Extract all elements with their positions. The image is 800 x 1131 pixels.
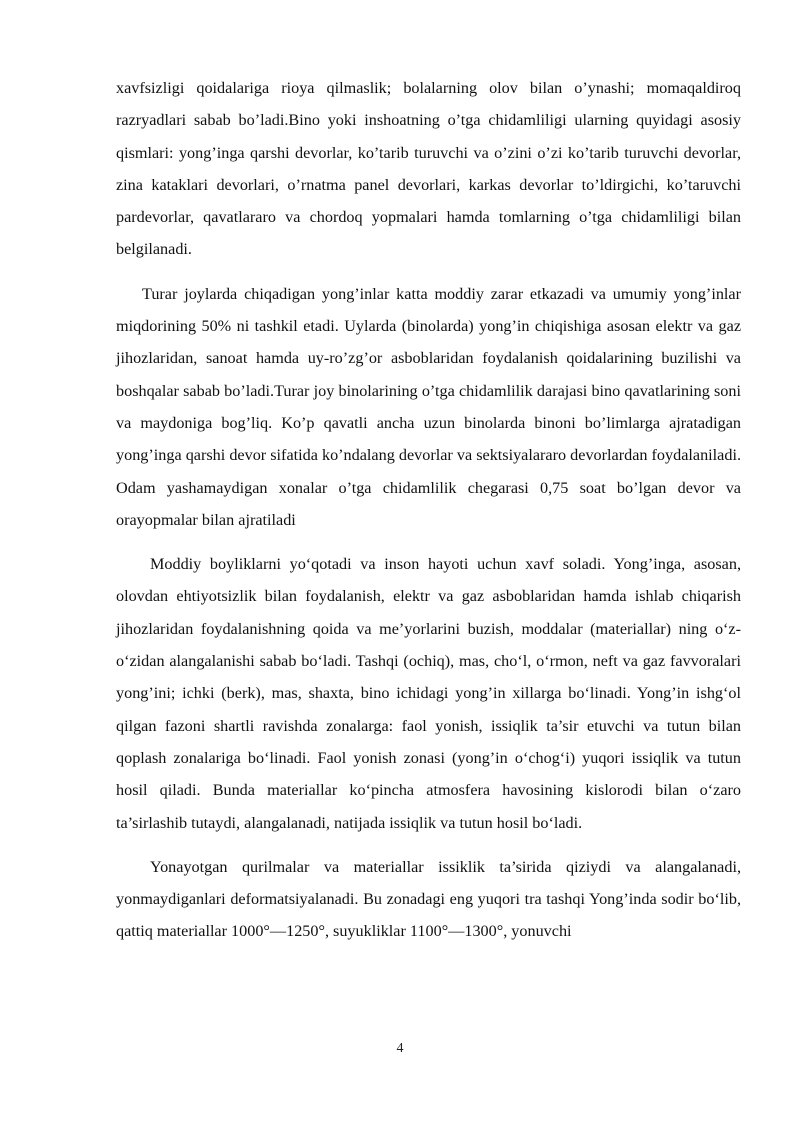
- paragraph-3: Moddiy boyliklarni yo‘qotadi va inson hayoti uchun xavf soladi. Yong’inga, asosan, olovdan ehtiyotsizlik bilan foydalanish, elektr va gaz asboblaridan hamda ishlab chiqarish jihozlaridan foydalanishning qoida va me’yorlarini buzish, moddalar (materiallar) ning o‘z-o‘zidan alangalanishi sabab bo‘ladi. Tashqi (ochiq), mas, cho‘l, o‘rmon, neft va gaz favvoralari yong’ini; ichki (berk), mas, shaxta, bino ichidagi yong’in xillarga bo‘linadi. Yong’in ishg‘ol qilgan fazoni shartli ravishda zonalarga: faol yonish, issiqlik ta’sir etuvchi va tutun bilan qoplash zonalariga bo‘linadi. Faol yonish zonasi (yong’in o‘chog‘i) yuqori issiqlik va tutun hosil qiladi. Bunda materiallar ko‘pincha atmosfera havosining kislorodi bilan o‘zaro ta’sirlashib tutaydi, alangalanadi, natijada issiqlik va tutun hosil bo‘ladi.: [116, 555, 741, 832]
- page-number: 4: [396, 1041, 404, 1056]
- paragraph-1: xavfsizligi qoidalariga rioya qilmaslik; bolalarning olov bilan o’ynashi; momaqaldiroq razryadlari sabab bo’ladi.Bino yoki inshoatning o’tga chidamliligi ularning quyidagi asosiy qismlari: yong’inga qarshi devorlar, ko’tarib turuvchi va o’zini o’zi ko’tarib turuvchi devorlar, zina kataklari devorlari, o’rnatma panel devorlari, karkas devorlar to’ldirgichi, ko’taruvchi pardevorlar, qavatlararo va chordoq yopmalari hamda tomlarning o’tga chidamliligi bilan belgilanadi.: [116, 79, 741, 259]
- paragraph-4: Yonayotgan qurilmalar va materiallar issiklik ta’sirida qiziydi va alangalanadi, yonmaydiganlari deformatsiyalanadi. Bu zonadagi eng yuqori tra tashqi Yong’inda sodir bo‘lib, qattiq materiallar 1000°—1250°, suyukliklar 1100°—1300°, yonuvchi: [116, 857, 741, 941]
- body-text: [116, 72, 741, 948]
- paragraph-2: Turar joylarda chiqadigan yong’inlar katta moddiy zarar etkazadi va umumiy yong’inlar miqdorining 50% ni tashkil etadi. Uylarda (binolarda) yong’in chiqishiga asosan elektr va gaz jihozlaridan, sanoat hamda uy-ro’zg’or asboblaridan foydalanish qoidalarining buzilishi va boshqalar sabab bo’ladi.Turar joy binolarining o’tga chidamlilik darajasi bino qavatlarining soni va maydoniga bog’liq. Ko’p qavatli ancha uzun binolarda binoni bo’limlarga ajratadigan yong’inga qarshi devor sifatida ko’ndalang devorlar va sektsiyalararo devorlardan foydalaniladi. Odam yashamaydigan xonalar o’tga chidamlilik chegarasi 0,75 soat bo’lgan devor va orayopmalar bilan ajratiladi: [116, 284, 741, 529]
